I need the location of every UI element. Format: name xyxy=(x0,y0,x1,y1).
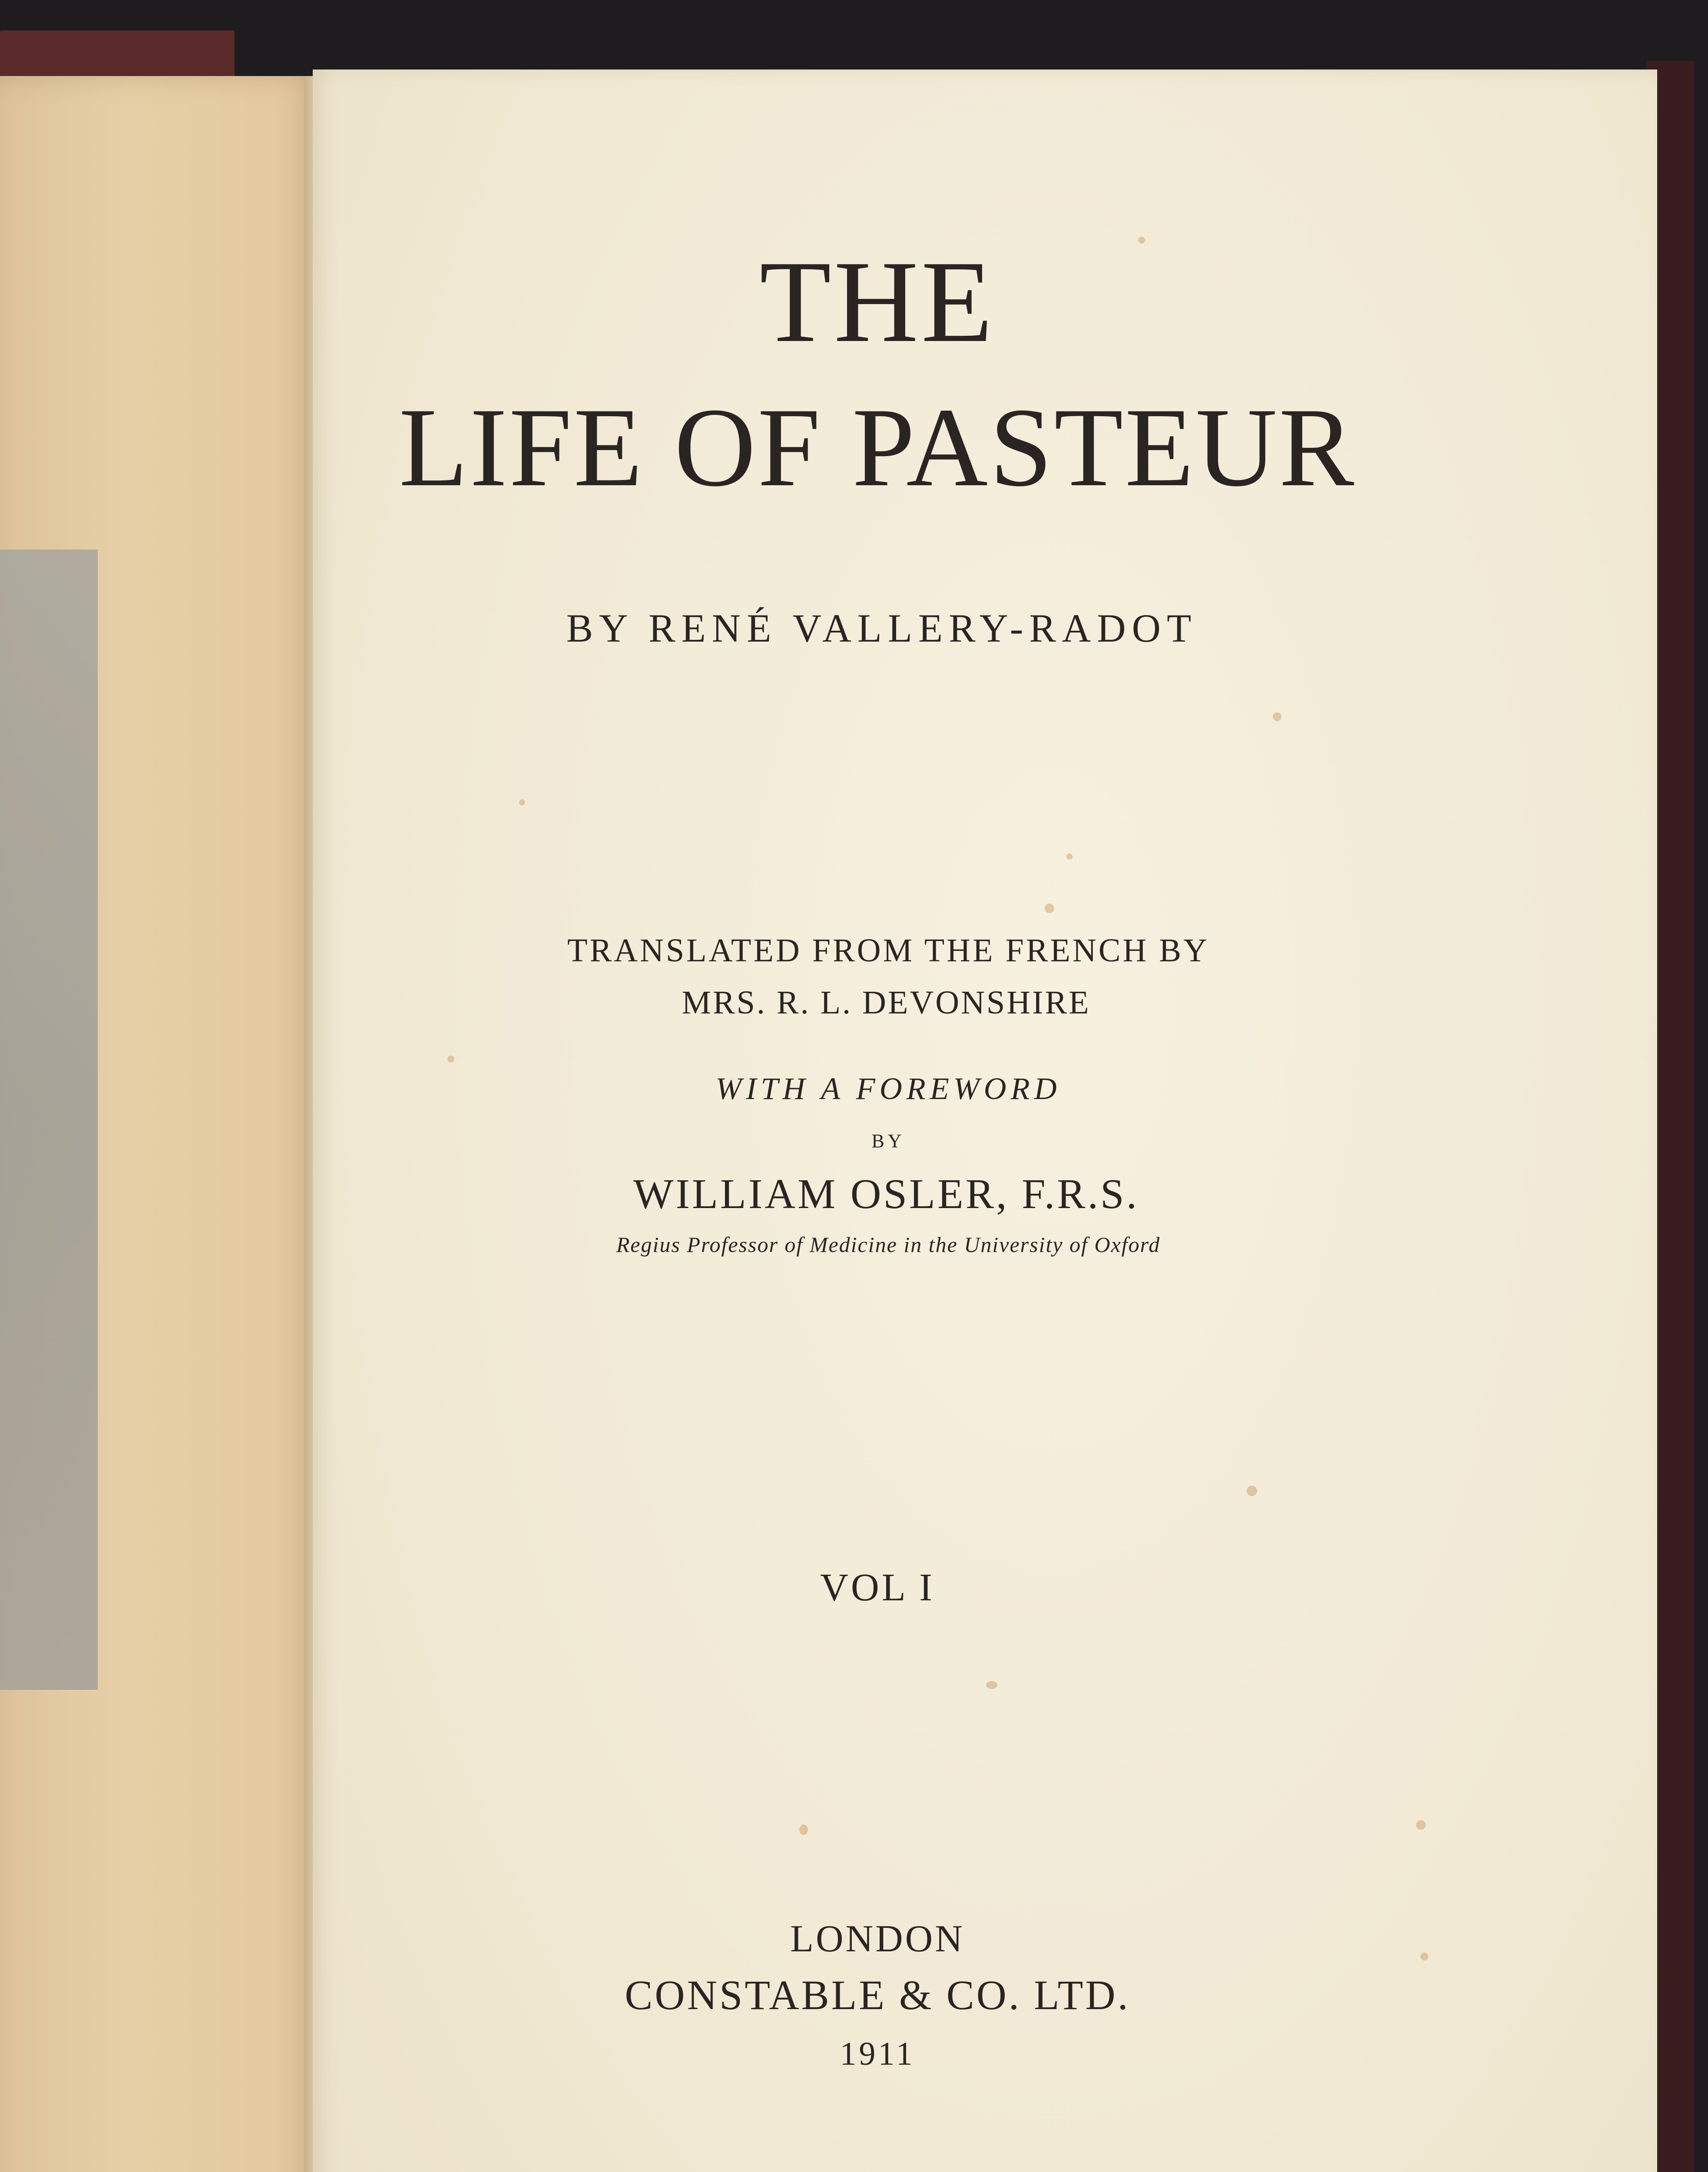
title-line-2: LIFE OF PASTEUR xyxy=(399,385,1356,510)
foreword-by: BY xyxy=(871,1130,905,1152)
foxing-spot xyxy=(1416,1820,1426,1830)
foxing-spot xyxy=(519,799,525,805)
title-line-1: THE xyxy=(759,237,996,367)
cover-edge-top xyxy=(0,30,235,83)
foreword-line: WITH A FOREWORD xyxy=(715,1071,1061,1106)
foxing-spot xyxy=(1273,712,1281,721)
foxing-spot xyxy=(1066,854,1072,860)
volume-number: VOL I xyxy=(820,1566,935,1609)
foxing-spot xyxy=(986,1681,997,1689)
foxing-spot xyxy=(447,1056,454,1063)
translated-line: TRANSLATED FROM THE FRENCH BY xyxy=(567,932,1209,969)
foxing-spot xyxy=(799,1824,808,1835)
imprint-publisher: CONSTABLE & CO. LTD. xyxy=(625,1972,1130,2018)
translator-name: MRS. R. L. DEVONSHIRE xyxy=(682,984,1091,1021)
foxing-spot xyxy=(1138,237,1145,244)
foreword-author-title: Regius Professor of Medicine in the University of Oxford xyxy=(616,1232,1161,1257)
frontispiece-tissue xyxy=(0,76,317,2172)
foxing-spot xyxy=(1045,904,1054,913)
foreword-author: WILLIAM OSLER, F.R.S. xyxy=(633,1171,1139,1218)
imprint-year: 1911 xyxy=(840,2036,915,2072)
imprint-city: LONDON xyxy=(790,1918,965,1960)
author-line: BY RENÉ VALLERY-RADOT xyxy=(566,606,1198,650)
foxing-spot xyxy=(1247,1486,1257,1496)
frontispiece-plate xyxy=(0,550,98,1690)
